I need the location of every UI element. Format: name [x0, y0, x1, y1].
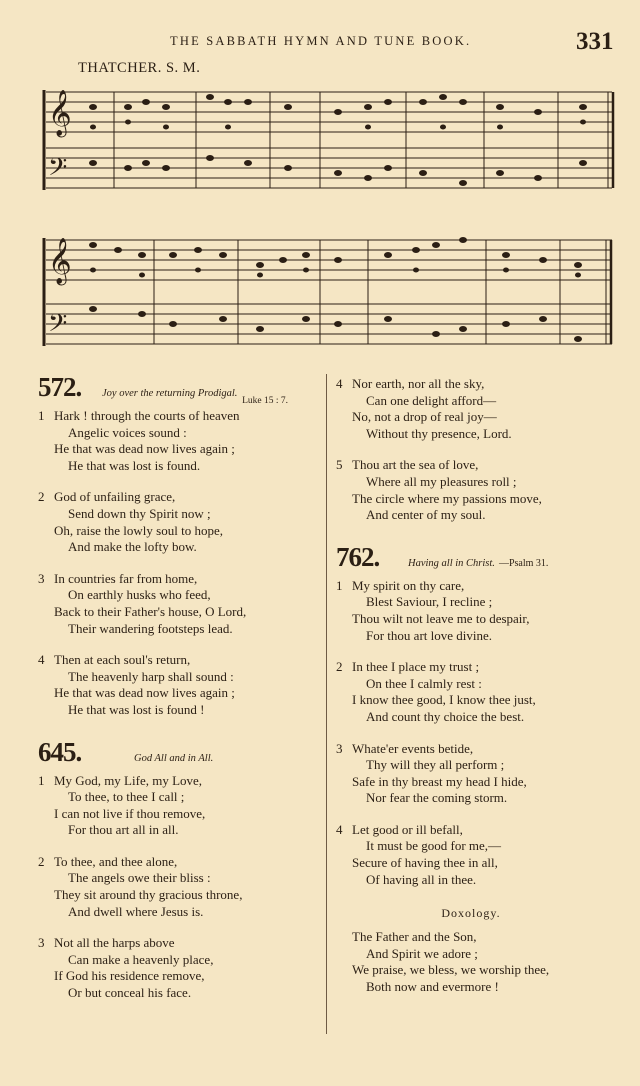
verse-line: God of unfailing grace,: [54, 489, 176, 505]
stanza: [38, 489, 318, 555]
stanza-number: 3: [336, 740, 343, 756]
verse-line: Hark ! through the courts of heaven: [54, 408, 240, 423]
verse-line: The angels owe their bliss :: [68, 870, 211, 886]
stanza: [336, 929, 606, 995]
verse-line: In countries far from home,: [54, 570, 198, 586]
verse-line: Their wandering footsteps lead.: [68, 620, 233, 636]
verse-line: My spirit on thy care,: [352, 577, 465, 593]
verse-line: They sit around thy gracious throne,: [54, 887, 243, 903]
stanza: [38, 773, 318, 839]
stanza-number: 2: [38, 853, 45, 869]
verse-line: For thou art all in all.: [68, 822, 179, 838]
verse-line: On earthly husks who feed,: [68, 587, 211, 603]
verse-line: He that was lost is found.: [68, 457, 201, 473]
hymn-title: Joy over the returning Prodigal.: [102, 388, 238, 399]
page-number: 331: [576, 28, 614, 55]
verse-line: Where all my pleasures roll ;: [366, 473, 517, 489]
hymn-number: 572.: [38, 372, 82, 402]
stanza: [38, 935, 318, 1001]
stanza-number: 1: [38, 408, 45, 423]
stanza: [38, 854, 318, 920]
verse-line: He that was lost is found !: [68, 701, 205, 717]
verse-line: To thee, and thee alone,: [54, 853, 178, 869]
stanza-number: 1: [336, 577, 343, 593]
verse-line: To thee, to thee I call ;: [68, 789, 185, 805]
verse-line: And make the lofty bow.: [68, 539, 197, 555]
hymn-heading: [336, 542, 606, 578]
verse-line: For thou art love divine.: [366, 627, 493, 643]
verse-line: Can make a heavenly place,: [68, 951, 214, 967]
stanza-number: 3: [38, 570, 45, 586]
verse-line: Thou art the sea of love,: [352, 457, 479, 473]
hymn-number: 645.: [38, 736, 82, 767]
scripture-ref: —Psalm 31.: [498, 557, 549, 569]
hymn-572: [38, 372, 318, 719]
left-column: [38, 372, 318, 1020]
doxology-title: Doxology.: [441, 906, 501, 921]
verse-line: Thou wilt not leave me to despair,: [352, 610, 530, 626]
scripture-ref: Luke 15 : 7.: [242, 396, 288, 406]
stanza: [38, 571, 318, 637]
verse-line: Can one delight afford—: [366, 392, 497, 408]
stanza: [336, 659, 606, 725]
stanza-number: 2: [336, 659, 343, 675]
verse-line: Or but conceal his face.: [68, 985, 192, 1001]
verse-line: On thee I calmly rest :: [366, 675, 482, 691]
verse-line: We praise, we bless, we worship thee,: [352, 962, 550, 978]
stanza: [336, 822, 606, 888]
hymn-645: [38, 737, 318, 1002]
stanza-number: 4: [38, 652, 45, 668]
tune-title: [78, 60, 200, 77]
hymn-645-continued: [336, 376, 606, 524]
verse-line: And dwell where Jesus is.: [68, 903, 204, 919]
stanza: [336, 741, 606, 807]
verse-line: Not all the harps above: [54, 935, 175, 951]
hymn-762: [336, 542, 606, 889]
stanza: [38, 408, 318, 474]
column-divider: [326, 374, 327, 1034]
verse-line: Back to their Father's house, O Lord,: [54, 603, 247, 619]
verse-line: Then at each soul's return,: [54, 652, 191, 668]
verse-line: And center of my soul.: [366, 507, 486, 523]
verse-line: The heavenly harp shall sound :: [68, 668, 234, 684]
stanza: [336, 578, 606, 644]
verse-line: I know thee good, I know thee just,: [352, 692, 536, 708]
hymn-number: 762.: [336, 541, 380, 572]
tune-name: THATCHER.: [78, 60, 162, 76]
verse-line: The Father and the Son,: [352, 929, 477, 945]
verse-line: My God, my Life, my Love,: [54, 772, 203, 788]
verse-line: I can not live if thou remove,: [54, 805, 206, 821]
hymn-title: Having all in Christ.: [408, 557, 495, 569]
verse-line: Angelic voices sound :: [68, 424, 187, 440]
stanza-number: 2: [38, 489, 45, 505]
verse-line: Nor fear the coming storm.: [366, 790, 508, 806]
music-system-2: [38, 228, 618, 348]
stanza-number: 3: [38, 935, 45, 951]
verse-line: He that was dead now lives again ;: [54, 685, 235, 701]
bass-clef-icon: 𝄢: [48, 309, 68, 344]
verse-line: And Spirit we adore ;: [366, 945, 478, 961]
verse-line: He that was dead now lives again ;: [54, 441, 235, 457]
verse-line: Thy will they all perform ;: [366, 757, 505, 773]
verse-line: No, not a drop of real joy—: [352, 409, 497, 425]
running-title: THE SABBATH HYMN AND TUNE BOOK.: [170, 34, 472, 48]
treble-clef-icon: 𝄞: [48, 238, 72, 284]
verse-line: Of having all in thee.: [366, 871, 477, 887]
stanza: [38, 652, 318, 718]
verse-line: Without thy presence, Lord.: [366, 425, 512, 441]
bass-clef-icon: 𝄢: [48, 153, 68, 188]
verse-line: And count thy choice the best.: [366, 708, 525, 724]
hymn-heading: [38, 737, 318, 773]
verse-line: The circle where my passions move,: [352, 490, 542, 506]
stanza: [336, 376, 606, 442]
stanza-number: 5: [336, 457, 343, 473]
verse-line: Safe in thy breast my head I hide,: [352, 773, 527, 789]
verse-line: Oh, raise the lowly soul to hope,: [54, 522, 223, 538]
doxology: [336, 906, 606, 995]
stanza-number: 4: [336, 821, 343, 837]
treble-clef-icon: 𝄞: [48, 90, 72, 136]
tune-meter: S. M.: [165, 60, 201, 76]
verse-line: It must be good for me,—: [366, 838, 502, 854]
verse-line: Secure of having thee in all,: [352, 855, 498, 871]
hymn-title: God All and in All.: [134, 752, 214, 764]
verse-line: If God his residence remove,: [54, 968, 205, 984]
music-system-1: [38, 82, 618, 192]
stanza: [336, 457, 606, 523]
stanza-number: 4: [336, 376, 343, 391]
verse-line: Both now and evermore !: [366, 979, 499, 995]
right-column: [336, 372, 606, 1014]
verse-line: Send down thy Spirit now ;: [68, 505, 211, 521]
verse-line: Whate'er events betide,: [352, 740, 474, 756]
verse-line: Nor earth, nor all the sky,: [352, 376, 485, 391]
page-header: [0, 28, 640, 58]
verse-line: Let good or ill befall,: [352, 821, 463, 837]
verse-line: In thee I place my trust ;: [352, 659, 480, 675]
stanza-number: 1: [38, 772, 45, 788]
verse-line: Blest Saviour, I recline ;: [366, 594, 493, 610]
